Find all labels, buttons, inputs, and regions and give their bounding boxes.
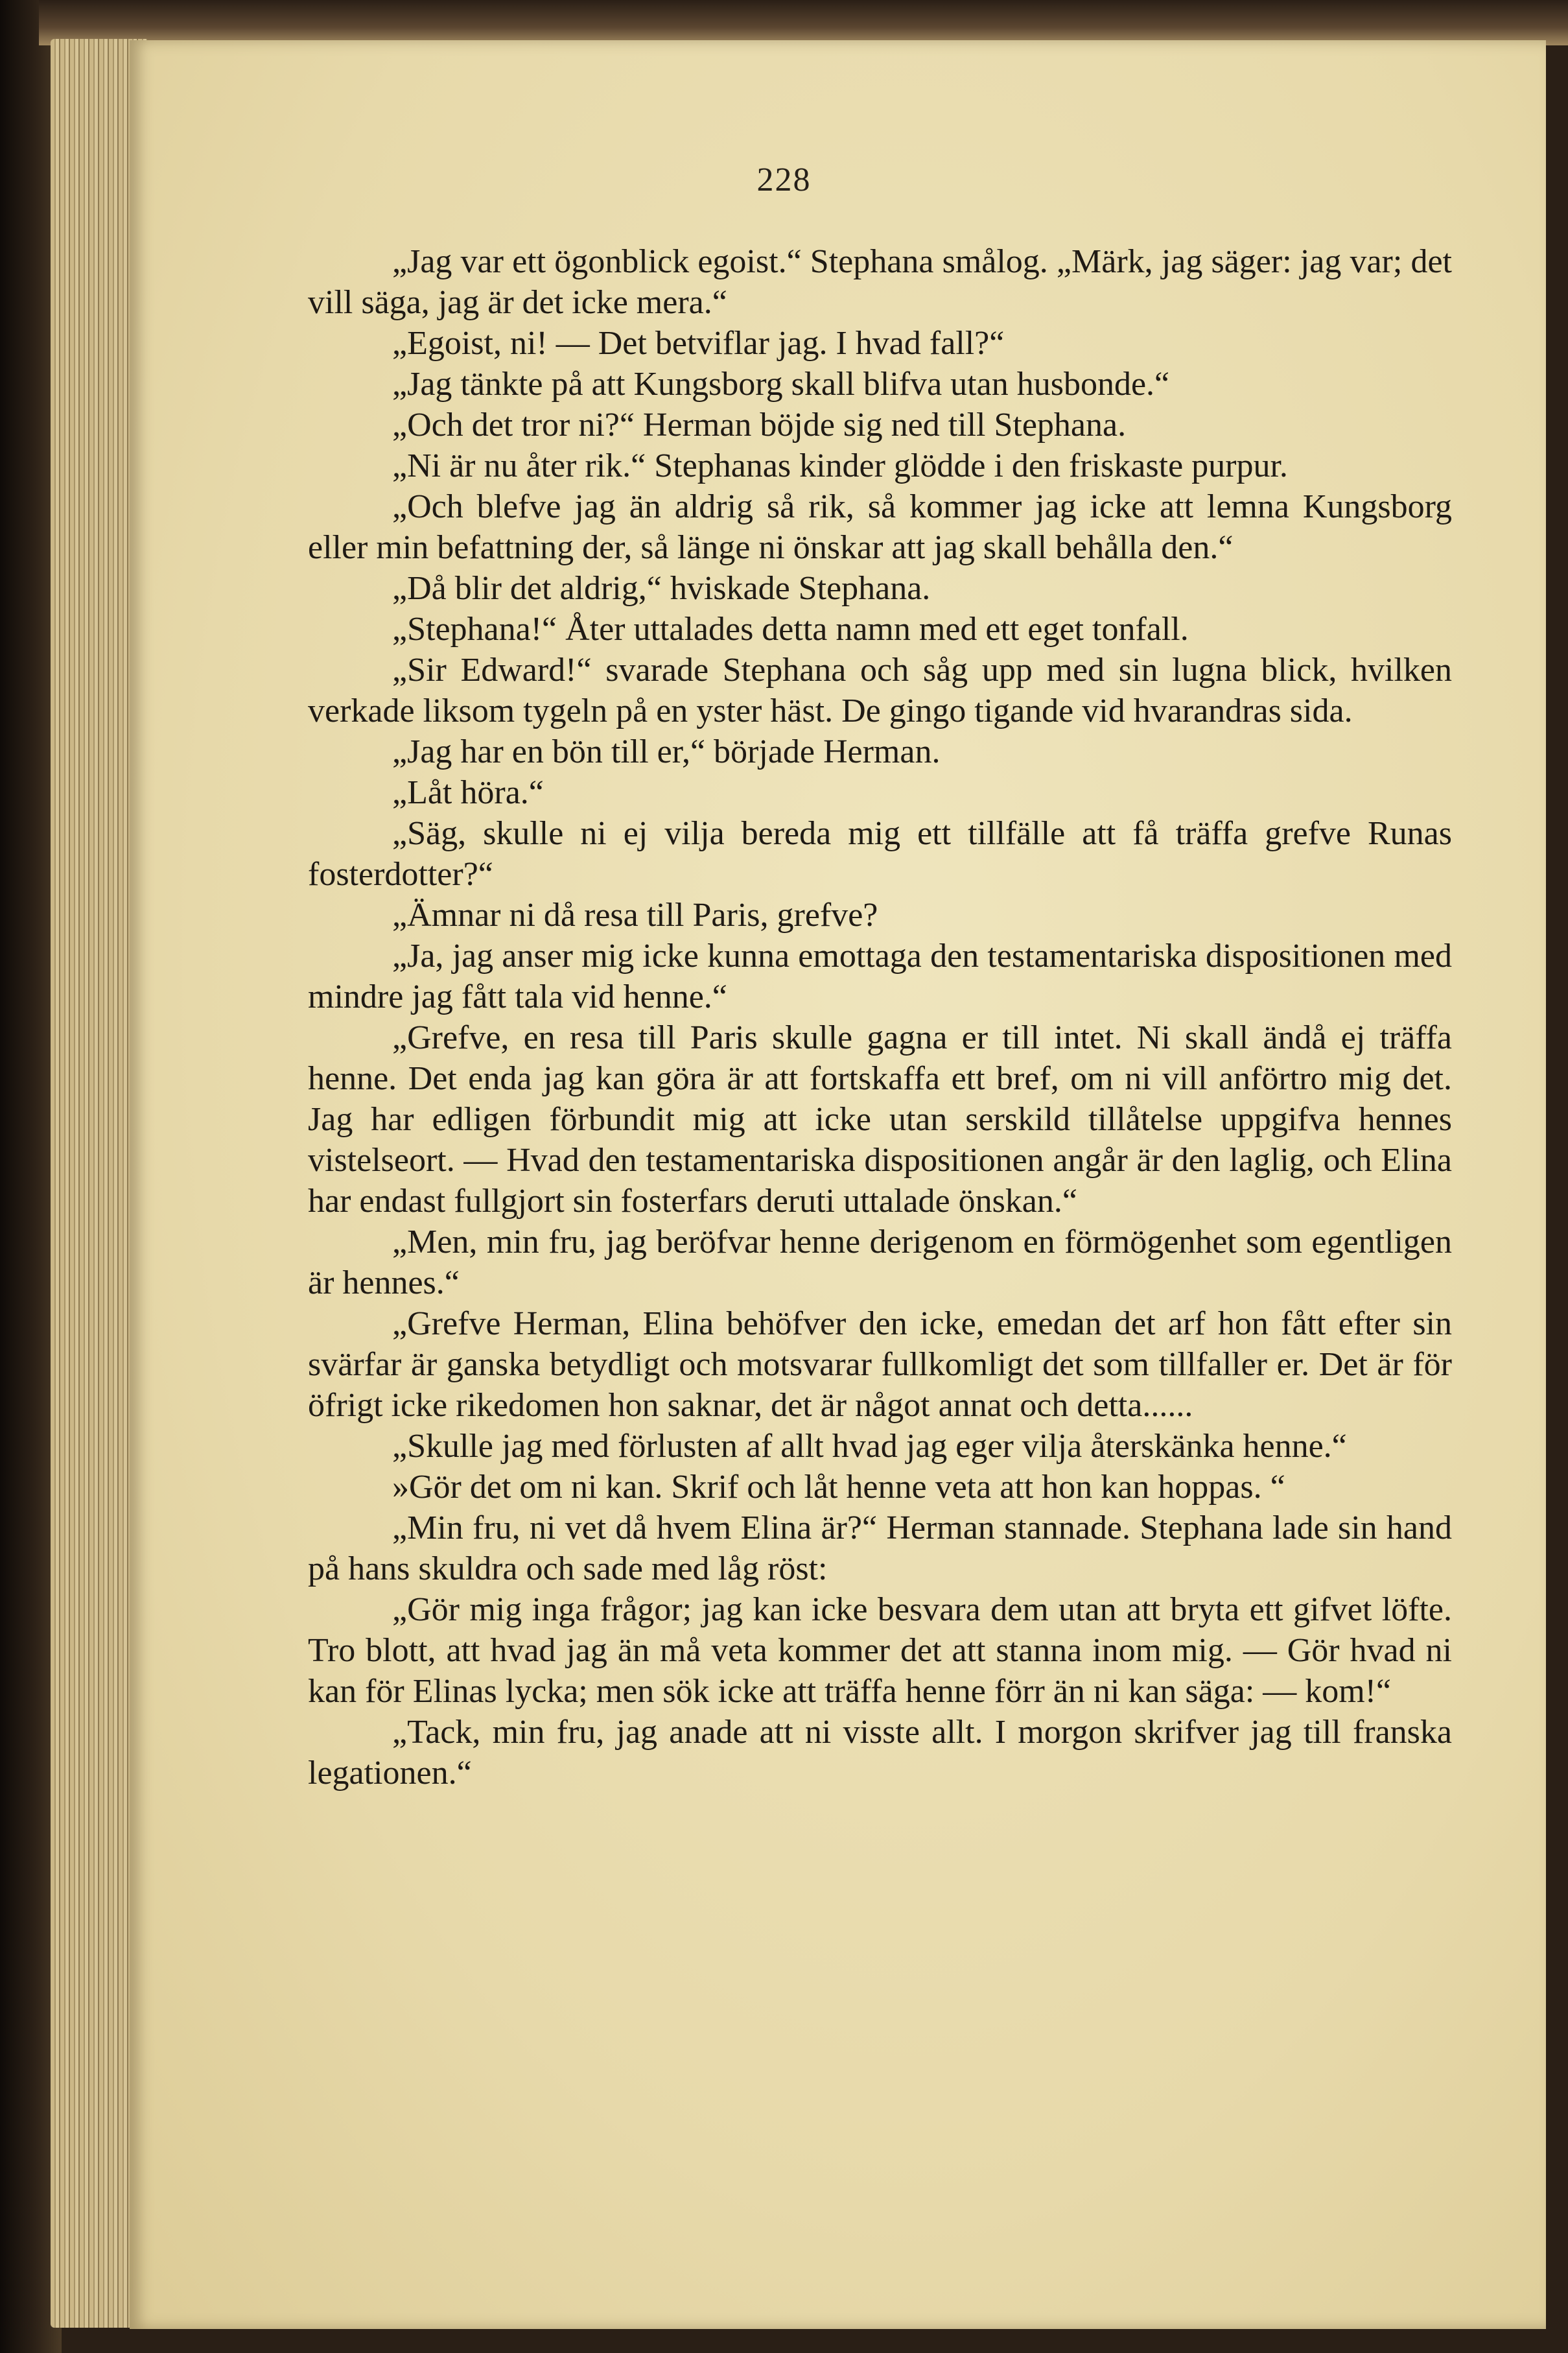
body-text xyxy=(308,241,1452,1793)
paragraph: „Tack, min fru, jag anade att ni visste allt. I morgon skrifver jag till franska legationen.“ xyxy=(308,1714,1452,1791)
paragraph: „Jag har en bön till er,“ började Herman. xyxy=(392,733,941,770)
paragraph: „Ni är nu åter rik.“ Stephanas kinder glödde i den friskaste purpur. xyxy=(392,447,1288,484)
paragraph: „Låt höra.“ xyxy=(392,774,544,811)
paragraph: „Grefve, en resa till Paris skulle gagna er till intet. Ni skall ändå ej träffa henne. Det enda jag kan göra är att fortskaffa ett bref, om ni vill anförtro mig det. Jag har edligen förbundit mig att icke utan serskild tillåtelse uppgifva hennes vistelseort. — Hvad den testamentariska dispositionen angår är den laglig, och Elina har endast fullgjort sin fosterfars deruti uttalade önskan.“ xyxy=(308,1019,1452,1220)
paragraph: „Men, min fru, jag beröfvar henne derigenom en förmögenhet som egentligen är hennes.“ xyxy=(308,1224,1452,1301)
paragraph: „Säg, skulle ni ej vilja bereda mig ett tillfälle att få träffa grefve Runas fosterdotter?“ xyxy=(308,815,1452,893)
page-number: 228 xyxy=(756,161,812,198)
paragraph: „Ämnar ni då resa till Paris, grefve? xyxy=(392,897,878,934)
paragraph: „Och blefve jag än aldrig så rik, så kommer jag icke att lemna Kungsborg eller min befattning der, så länge ni önskar att jag skall behålla den.“ xyxy=(308,488,1452,566)
paragraph: „Ja, jag anser mig icke kunna emottaga den testamentariska dispositionen med mindre jag fått tala vid henne.“ xyxy=(308,938,1452,1015)
paragraph: „Min fru, ni vet då hvem Elina är?“ Herman stannade. Stephana lade sin hand på hans skuldra och sade med låg röst: xyxy=(308,1509,1452,1587)
paragraph: „Jag tänkte på att Kungsborg skall blifva utan husbonde.“ xyxy=(392,366,1170,403)
paragraph: „Och det tror ni?“ Herman böjde sig ned till Stephana. xyxy=(392,407,1127,443)
paragraph: »Gör det om ni kan. Skrif och låt henne veta att hon kan hoppas. “ xyxy=(392,1469,1285,1506)
paragraph: „Gör mig inga frågor; jag kan icke besvara dem utan att bryta ett gifvet löfte. Tro blott, att hvad jag än må veta kommer det att stanna inom mig. — Gör hvad ni kan för Elinas lycka; men sök icke att träffa henne förr än ni kan säga: — kom!“ xyxy=(308,1591,1452,1710)
paragraph: „Egoist, ni! — Det betviflar jag. I hvad fall?“ xyxy=(392,325,1005,362)
paragraph: „Skulle jag med förlusten af allt hvad jag eger vilja återskänka henne.“ xyxy=(392,1428,1347,1465)
paragraph: „Stephana!“ Åter uttalades detta namn med ett eget tonfall. xyxy=(392,611,1189,648)
paragraph: „Sir Edward!“ svarade Stephana och såg upp med sin lugna blick, hvilken verkade liksom tygeln på en yster häst. De gingo tigande vid hvarandras sida. xyxy=(308,652,1452,729)
top-page-edge xyxy=(39,0,1568,45)
paragraph: „Jag var ett ögonblick egoist.“ Stephana smålog. „Märk, jag säger: jag var; det vill säga, jag är det icke mera.“ xyxy=(308,243,1452,321)
paragraph: „Grefve Herman, Elina behöfver den icke, emedan det arf hon fått efter sin svärfar är ganska betydligt och motsvarar fullkomligt det som tillfaller er. Det är för öfrigt icke rikedomen hon saknar, det är något annat och detta...... xyxy=(308,1305,1452,1424)
paragraph: „Då blir det aldrig,“ hviskade Stephana. xyxy=(392,570,931,607)
